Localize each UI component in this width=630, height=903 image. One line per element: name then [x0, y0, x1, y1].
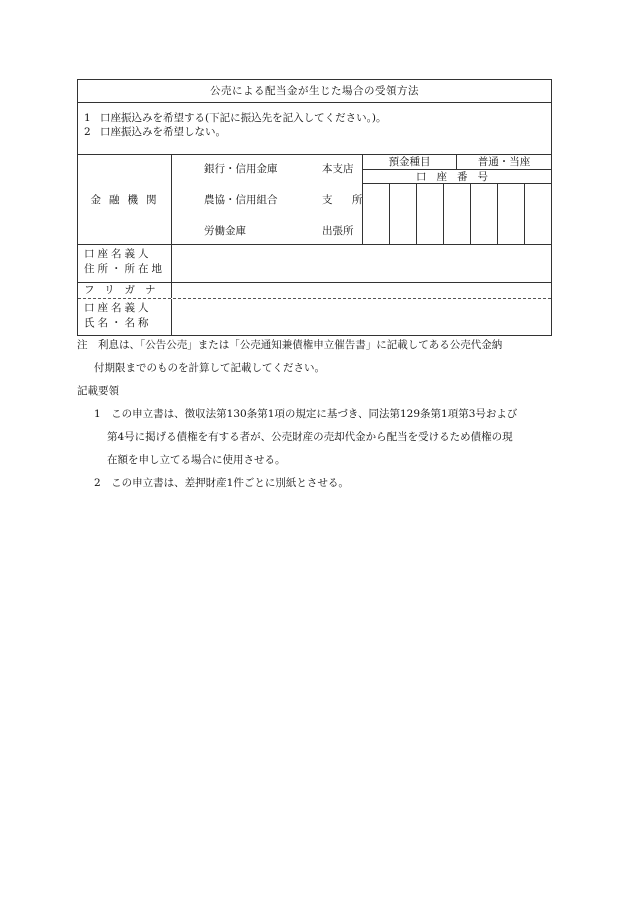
branch-type-main[interactable]: 本支店	[322, 163, 354, 175]
option-number: 1	[84, 112, 91, 124]
bank-type-agri[interactable]: 農協・信用組合	[204, 194, 278, 206]
account-digit-box[interactable]	[444, 184, 471, 244]
bank-section	[78, 155, 551, 245]
account-number-label: 口座番号	[363, 170, 551, 184]
option-text: 口座振込みを希望する(下記に振込先を記入してください。)。	[100, 112, 387, 124]
instruction-item: 2 この申立書は、差押財産1件ごとに別紙とさせる。	[94, 477, 349, 489]
bank-type-selector	[172, 155, 371, 244]
holder-address-label: 口座名義人 住所・所在地	[78, 245, 172, 282]
bank-type-bank[interactable]: 銀行・信用金庫	[204, 163, 278, 175]
holder-name-row	[78, 299, 551, 335]
deposit-type-label: 預金種目	[363, 155, 457, 169]
holder-address-field[interactable]	[172, 245, 551, 282]
receipt-options	[78, 103, 551, 155]
instructions-heading: 記載要領	[77, 385, 119, 397]
option-transfer[interactable]	[84, 111, 551, 125]
furigana-row	[78, 283, 551, 299]
instruction-item: 1 この申立書は、徴収法第130条第1項の規定に基づき、同法第129条第1項第3号および	[94, 408, 518, 420]
account-info	[363, 155, 551, 244]
notes-section	[77, 334, 557, 495]
option-number: 2	[84, 126, 91, 138]
bank-label: 金融機関	[78, 155, 172, 244]
holder-name-label: 口座名義人 氏名・名称	[78, 299, 172, 335]
receipt-method-form	[77, 79, 552, 336]
instruction-item-continued: 第4号に掲げる債権を有する者が、公売財産の売却代金から配当を受けるため債権の現	[107, 431, 513, 443]
account-number-field[interactable]	[363, 184, 551, 244]
branch-type-office[interactable]: 出張所	[322, 225, 354, 237]
furigana-field[interactable]	[172, 283, 551, 298]
account-digit-box[interactable]	[390, 184, 417, 244]
instruction-item-continued: 在額を申し立てる場合に使用させる。	[107, 454, 286, 466]
form-title: 公売による配当金が生じた場合の受領方法	[78, 80, 551, 103]
holder-name-field[interactable]	[172, 299, 551, 335]
option-text: 口座振込みを希望しない。	[100, 126, 226, 138]
bank-type-labor[interactable]: 労働金庫	[204, 225, 246, 237]
branch-type-sub[interactable]: 支 所	[322, 194, 371, 206]
deposit-type-value[interactable]: 普通・当座	[477, 156, 531, 168]
holder-address-row	[78, 245, 551, 283]
note-line: 注 利息は、「公告公売」または「公売通知兼債権申立催告書」に記載してある公売代金納	[77, 339, 503, 351]
option-no-transfer[interactable]	[84, 125, 551, 139]
account-digit-box[interactable]	[525, 184, 551, 244]
furigana-label: フリガナ	[78, 283, 172, 298]
account-digit-box[interactable]	[417, 184, 444, 244]
account-digit-box[interactable]	[471, 184, 498, 244]
account-digit-box[interactable]	[498, 184, 525, 244]
note-line: 付期限までのものを計算して記載してください。	[94, 362, 325, 374]
